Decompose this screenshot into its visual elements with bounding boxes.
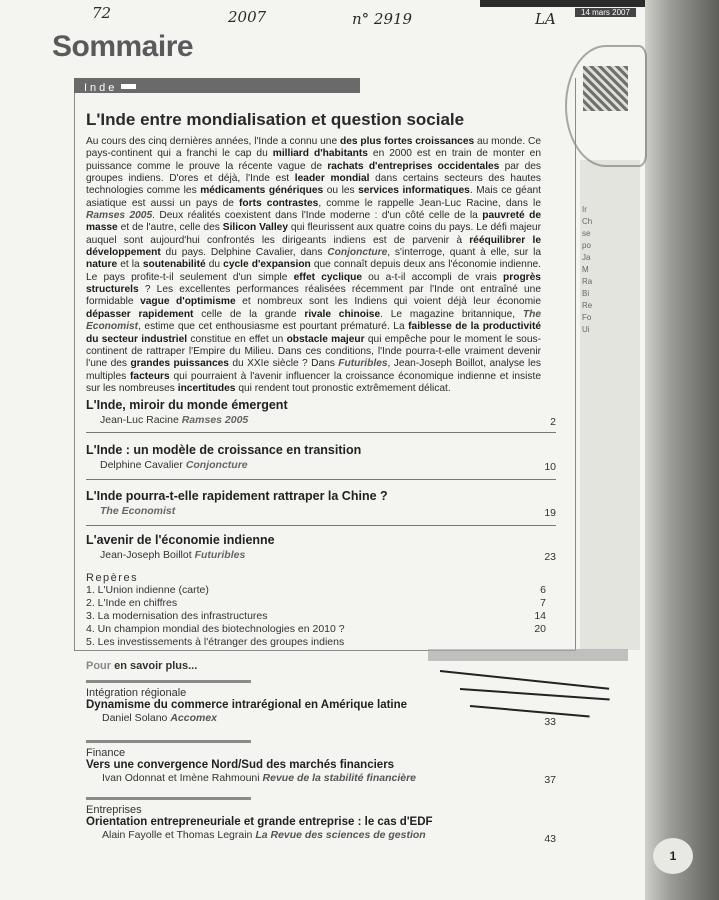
article-title: L'Inde pourra-t-elle rapidement rattraper la Chine ? — [86, 489, 388, 503]
category-label: Finance — [86, 747, 126, 759]
text-run: et nombreux sont les Indiens qui voient déjà leur économie — [235, 296, 541, 308]
side-fragment: Ra — [582, 277, 593, 286]
text-run: qui rendent tout pronostic extrêmement délicat. — [235, 382, 451, 394]
article-page: 43 — [544, 833, 556, 845]
text-run: ou a-t-il accompli de vrais — [362, 271, 504, 283]
article-byline — [86, 549, 556, 561]
repere-label: 2. L'Inde en chiffres — [86, 597, 178, 609]
article-page: 37 — [544, 774, 556, 786]
text-run: qui fleurissent aux quatre coins du pays. Le défi majeur auquel sont aujourd'hui confrontés les dirigeants indiens est de parvenir à — [86, 222, 541, 246]
text-run: et de l'autre, celle des — [117, 222, 223, 234]
text-run: par des groupes indiens. D'ores et déjà, l'Inde est — [86, 160, 542, 185]
emphasis: progrès structurels — [86, 271, 541, 296]
toc-more-1[interactable] — [86, 680, 556, 728]
emphasis: Silicon Valley — [222, 222, 288, 234]
side-fragment: se — [582, 229, 591, 238]
article-page: 23 — [544, 551, 556, 563]
emphasis: cycle d'expansion — [223, 259, 311, 271]
text-run: . Deux réalités coexistent dans l'Inde moderne : d'un côté celle de la — [152, 210, 483, 222]
emphasis: vague d'optimisme — [140, 296, 236, 308]
article-title: L'avenir de l'économie indienne — [86, 533, 275, 547]
handwritten-note-72: 72 — [92, 4, 112, 22]
article-source: Ramses 2005 — [181, 414, 249, 426]
divider — [86, 432, 556, 433]
article-source: La Revue des sciences de gestion — [255, 829, 426, 841]
article-byline — [86, 772, 556, 784]
article-author: Jean-Luc Racine — [100, 414, 179, 426]
category-bar — [86, 680, 251, 683]
article-byline — [86, 712, 556, 724]
handwritten-note-year: 2007 — [228, 8, 267, 26]
repere-item[interactable] — [86, 610, 546, 623]
article-page: 2 — [550, 416, 556, 428]
article-byline — [86, 414, 556, 426]
article-page: 19 — [544, 507, 556, 519]
text-run: qui pourraient à l'avenir influencer la croissance économique indienne et insiste sur les nombreuses — [86, 370, 542, 394]
emphasis: Conjoncture — [327, 247, 388, 259]
article-author: Daniel Solano — [102, 712, 168, 724]
article-byline — [86, 829, 556, 841]
repere-label: 5. Les investissements à l'étranger des groupes indiens — [86, 636, 345, 648]
dossier-intro-paragraph — [86, 136, 541, 395]
toc-article-2[interactable] — [86, 443, 556, 471]
repere-page: 14 — [534, 610, 546, 622]
side-fragment: Ch — [582, 217, 593, 226]
adjacent-page-text — [582, 204, 592, 336]
article-title: L'Inde, miroir du monde émergent — [86, 398, 288, 412]
side-fragment: Ir — [582, 205, 587, 214]
text-run: . Mais ce géant asiatique est aussi un pays de — [86, 185, 541, 209]
text-run: celle de la grande — [193, 308, 305, 320]
emphasis: Ramses 2005 — [86, 210, 153, 222]
article-author: Alain Fayolle et Thomas Legrain — [102, 829, 253, 841]
emphasis: grandes puissances — [130, 358, 229, 370]
emphasis: médicaments génériques — [200, 185, 324, 197]
emphasis: services informatiques — [358, 185, 470, 197]
handwritten-note-la: LA — [535, 10, 556, 28]
category-bar — [86, 740, 251, 743]
text-run: du XXIe siècle ? Dans — [228, 358, 339, 370]
side-fragment: Fo — [582, 313, 592, 322]
emphasis: incertitudes — [177, 382, 236, 394]
emphasis: forts contrastes — [239, 197, 319, 209]
article-author: Jean-Joseph Boillot — [100, 549, 192, 561]
text-run: constitue en effet un — [187, 333, 287, 345]
emphasis: rééquilibrer le développement — [86, 234, 541, 259]
toc-more-3[interactable] — [86, 797, 556, 845]
en-savoir-plus-heading — [86, 660, 197, 672]
emphasis: dépasser rapidement — [86, 308, 194, 320]
repere-page: 7 — [540, 597, 546, 609]
emphasis: milliard d'habitants — [272, 148, 368, 160]
repere-item[interactable] — [86, 597, 546, 610]
divider — [86, 479, 556, 480]
article-page: 10 — [544, 461, 556, 473]
en-savoir-rest: en savoir plus... — [114, 660, 198, 672]
side-fragment: Ui — [582, 325, 590, 334]
section-dot — [121, 84, 136, 89]
text-run: ou les — [323, 185, 359, 197]
repere-label: 4. Un champion mondial des biotechnologies en 2010 ? — [86, 623, 345, 635]
repere-item[interactable] — [86, 636, 546, 649]
emphasis: facteurs — [130, 370, 170, 382]
category-label: Intégration régionale — [86, 687, 187, 699]
header-strip — [480, 0, 645, 7]
text-run: , comme le rappelle Jean-Luc Racine, dans le — [318, 197, 541, 209]
handwritten-note-number: n° 2919 — [352, 10, 413, 28]
text-run: en 2000 est en train de monter en puissance comme le prouve la récente vague de — [86, 148, 541, 172]
section-header-bar — [74, 78, 360, 93]
emphasis: des plus fortes croissances — [339, 136, 475, 147]
en-savoir-pour: Pour — [86, 660, 112, 672]
article-source: Conjoncture — [185, 459, 248, 471]
page-number: 1 — [653, 838, 693, 874]
side-fragment: Re — [582, 301, 593, 310]
issue-date: 14 mars 2007 — [575, 8, 636, 17]
text-run: au monde. Ce pays-continent qui a franchi le cap du — [86, 136, 542, 160]
emphasis: rachats d'entreprises occidentales — [327, 160, 500, 172]
emphasis: soutenabilité — [142, 259, 206, 271]
grey-bar — [428, 649, 628, 661]
article-author: Delphine Cavalier — [100, 459, 183, 471]
text-run: ? Les excellentes performances réalisées récemment par l'Inde ont entraîné une formidable — [86, 284, 541, 308]
text-run: du — [205, 259, 224, 271]
text-run: qui empêche pour le moment le sous-continent de rattraper l'Empire du Milieu. Dans ces conditions, l'Inde pourra-t-elle vraiment devenir l'une des — [86, 333, 541, 370]
article-title: Dynamisme du commerce intrarégional en Amérique latine — [86, 699, 408, 711]
text-run: , estime que cet enthousiasme est pourtant prématuré. La — [138, 321, 409, 333]
toc-article-4[interactable] — [86, 533, 556, 561]
toc-more-2[interactable] — [86, 740, 556, 784]
book-spine — [645, 0, 719, 900]
article-source: Futuribles — [194, 549, 246, 561]
category-label: Entreprises — [86, 804, 142, 816]
repere-label: 1. L'Union indienne (carte) — [86, 584, 209, 596]
text-run: dans certains secteurs des hautes technologies comme les — [86, 173, 541, 197]
side-fragment: M — [582, 265, 589, 274]
text-run: . Le magazine britannique, — [380, 308, 523, 320]
page-title: Sommaire — [52, 30, 194, 63]
article-title: Orientation entrepreneuriale et grande entreprise : le cas d'EDF — [86, 816, 433, 828]
article-byline — [86, 505, 556, 517]
article-byline — [86, 459, 556, 471]
text-run: que connaît depuis deux ans l'économie indienne. Le pays profite-t-il seulement d'un simple — [86, 259, 542, 283]
repere-item[interactable] — [86, 584, 546, 597]
article-page: 33 — [544, 716, 556, 728]
stamp-emblem — [583, 66, 628, 111]
toc-article-3[interactable] — [86, 489, 556, 517]
emphasis: rivale chinoise — [304, 308, 381, 320]
side-fragment: po — [582, 241, 591, 250]
repere-item[interactable] — [86, 623, 546, 636]
emphasis: effet cyclique — [293, 271, 362, 283]
side-fragment: Bi — [582, 289, 590, 298]
text-run: du pays. Delphine Cavalier, dans — [160, 247, 328, 259]
emphasis: The Economist — [86, 308, 542, 333]
article-source: The Economist — [100, 505, 176, 517]
article-source: Revue de la stabilité financière — [262, 772, 417, 784]
emphasis: obstacle majeur — [286, 333, 365, 345]
emphasis: Futuribles — [338, 358, 388, 370]
divider — [86, 525, 556, 526]
repere-page: 6 — [540, 584, 546, 596]
text-run: Au cours des cinq dernières années, l'Inde a connu une — [86, 136, 340, 147]
emphasis: nature — [86, 259, 118, 271]
reperes-list — [86, 572, 546, 649]
text-run: , s'interroge, quant à elle, sur la — [387, 247, 541, 259]
article-author: Ivan Odonnat et Imène Rahmouni — [102, 772, 260, 784]
dossier-title: L'Inde entre mondialisation et question sociale — [86, 110, 465, 129]
reperes-heading: Repères — [86, 572, 139, 584]
emphasis: faiblesse de la productivité du secteur industriel — [86, 321, 541, 345]
emphasis: leader mondial — [294, 173, 370, 185]
category-bar — [86, 797, 251, 800]
repere-page: 20 — [534, 623, 546, 635]
article-title: L'Inde : un modèle de croissance en transition — [86, 443, 362, 457]
article-source: Accomex — [170, 712, 218, 724]
text-run: , Jean-Joseph Boillot, analyse les multiples — [86, 358, 542, 382]
side-fragment: Ja — [582, 253, 591, 262]
emphasis: pauvreté de masse — [86, 210, 542, 234]
article-title: Vers une convergence Nord/Sud des marchés financiers — [86, 759, 395, 771]
repere-label: 3. La modernisation des infrastructures — [86, 610, 268, 622]
text-run: et la — [117, 259, 143, 271]
toc-article-1[interactable] — [86, 398, 556, 426]
section-label: Inde — [84, 82, 118, 94]
